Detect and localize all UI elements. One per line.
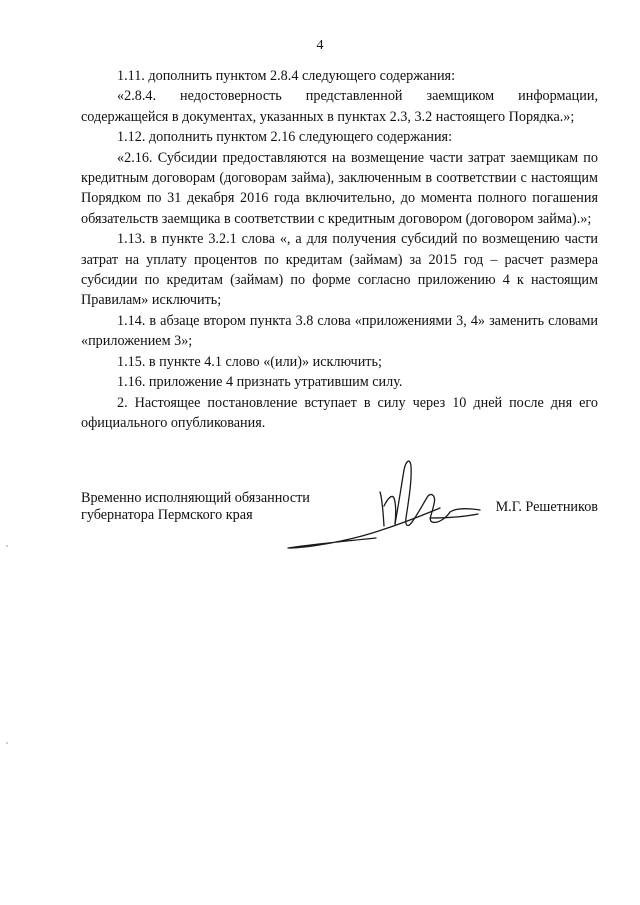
paragraph-1-14: 1.14. в абзаце втором пункта 3.8 слова «приложениями 3, 4» заменить словами «приложением 3»; [81,312,598,350]
signatory-title [81,490,310,523]
paragraph-1-15: 1.15. в пункте 4.1 слово «(или)» исключить; [117,353,382,370]
scan-speck [6,742,8,744]
signatory-name: М.Г. Решетников [495,499,598,515]
paragraph-1-13: 1.13. в пункте 3.2.1 слова «, а для получения субсидий по возмещению части затрат на уплату процентов по кредитам (займам) за 2015 год – расчет размера субсидии по кредитам (займам) по форме согласно приложению 4 к настоящим Правилам» исключить; [81,231,598,309]
scan-speck [6,545,8,547]
paragraph-2: 2. Настоящее постановление вступает в силу через 10 дней после дня его официального опубликования. [81,394,598,431]
paragraph-1-16: 1.16. приложение 4 признать утратившим силу. [117,374,403,391]
document-body [81,66,598,433]
page-number: 4 [316,38,324,53]
handwritten-signature [280,448,500,558]
paragraph-2-16: «2.16. Субсидии предоставляются на возмещение части затрат заемщикам по кредитным договорам (договорам займа), заключенным в соответствии с настоящим Порядком по 31 декабря 2016 года включительно, до момента полного погашения обязательств заемщика в соответствии с кредитным договором (договором займа).»; [81,149,598,227]
paragraph-2-8-4: «2.8.4. недостоверность представленной заемщиком информации, содержащейся в документах, указанных в пунктах 2.3, 3.2 настоящего Порядка.»; [81,88,598,125]
paragraph-1-11: 1.11. дополнить пунктом 2.8.4 следующего содержания: [117,68,456,84]
signatory-title-line-2: губернатора Пермского края [81,506,253,523]
paragraph-1-12: 1.12. дополнить пунктом 2.16 следующего содержания: [117,129,453,146]
signatory-title-line-1: Временно исполняющий обязанности [81,490,310,506]
